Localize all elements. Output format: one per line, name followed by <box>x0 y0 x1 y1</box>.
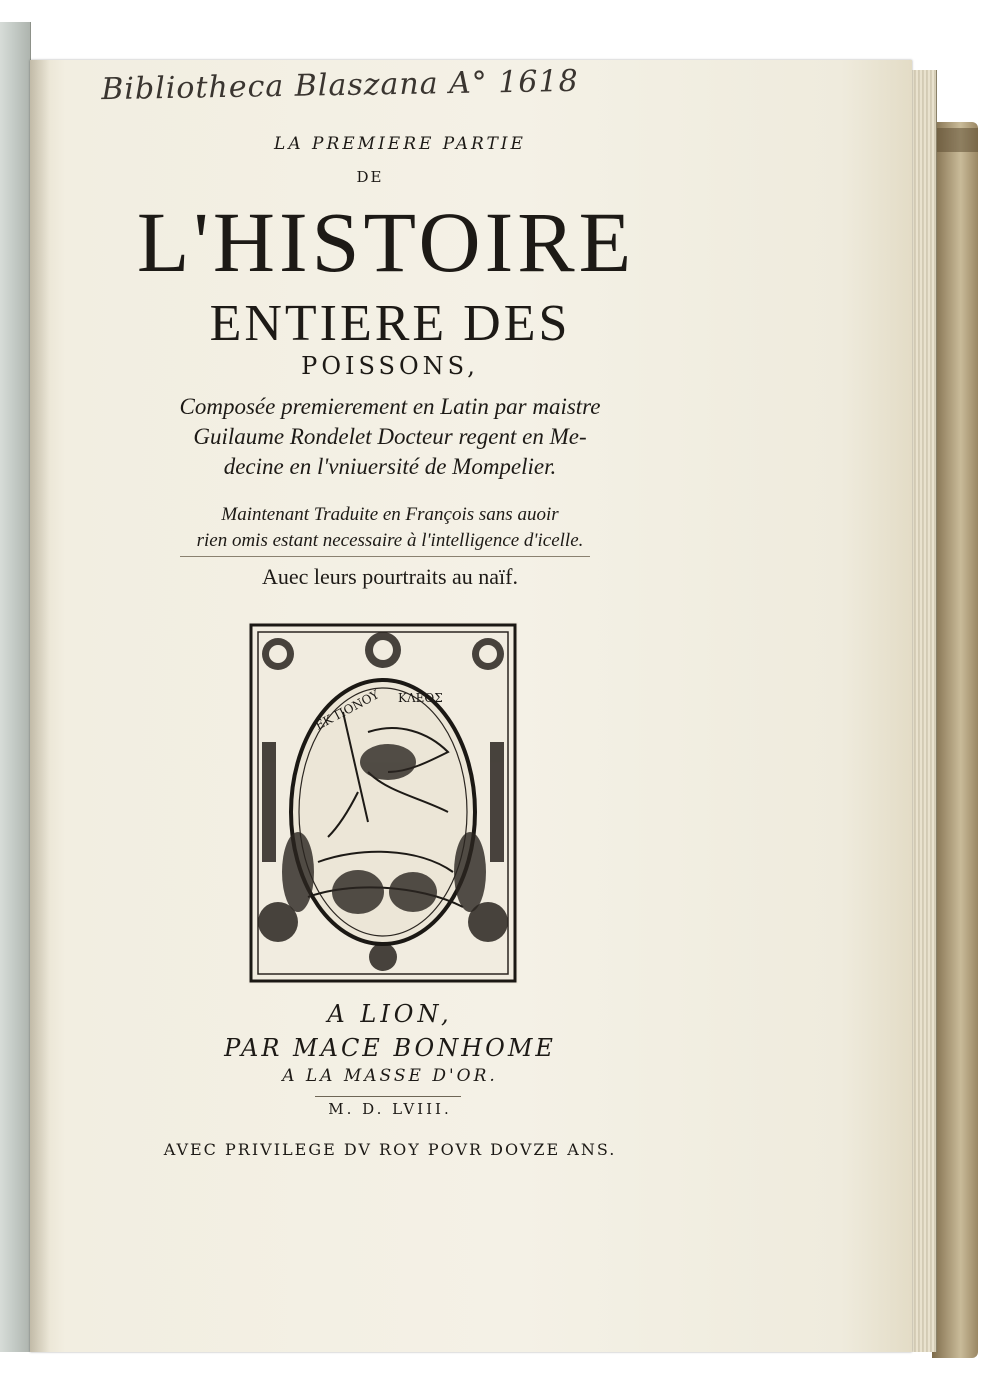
privilege-line: AVEC PRIVILEGE DV ROY POVR DOVZE ANS. <box>163 1140 617 1159</box>
printers-mark-woodcut <box>248 622 518 984</box>
title-line-entiere-des: ENTIERE DES <box>209 295 571 352</box>
divider-rule <box>180 556 590 557</box>
motto-right: ΚΛΕΟΣ <box>398 691 443 705</box>
imprint-sign: A LA MASSE D'OR. <box>282 1066 498 1086</box>
author-line: Composée premierement en Latin par maistre <box>179 394 601 419</box>
imprint-date: M. D. LVIII. <box>328 1100 452 1118</box>
translation-line: Maintenant Traduite en François sans auoir <box>221 504 559 525</box>
vellum-binding <box>932 122 978 1358</box>
ownership-inscription: Bibliotheca Blaszana A° 1618 <box>101 63 579 108</box>
translation-line: rien omis estant necessaire à l'intelligence d'icelle. <box>196 530 584 551</box>
title-line-premiere-partie: LA PREMIERE PARTIE <box>274 134 526 154</box>
title-line-poissons: POISSONS, <box>301 352 479 380</box>
page-edges <box>908 70 937 1352</box>
page-gutter-shadow <box>30 60 50 1352</box>
vellum-binding-shadow <box>936 128 978 152</box>
title-line-histoire: L'HISTOIRE <box>136 194 636 290</box>
author-line: Guilaume Rondelet Docteur regent en Me- <box>193 424 587 449</box>
illustrations-note: Auec leurs pourtraits au naïf. <box>262 564 518 589</box>
divider-rule <box>315 1096 461 1097</box>
imprint-place: A LION, <box>327 1000 453 1028</box>
motto-left: EK ΠΟΝΟΥ <box>312 687 382 733</box>
imprint-printer: PAR MACE BONHOME <box>224 1034 556 1062</box>
title-line-de: DE <box>356 168 384 186</box>
author-line: decine en l'vniuersité de Mompelier. <box>223 454 557 479</box>
book-cover-spine-side <box>0 22 31 1352</box>
